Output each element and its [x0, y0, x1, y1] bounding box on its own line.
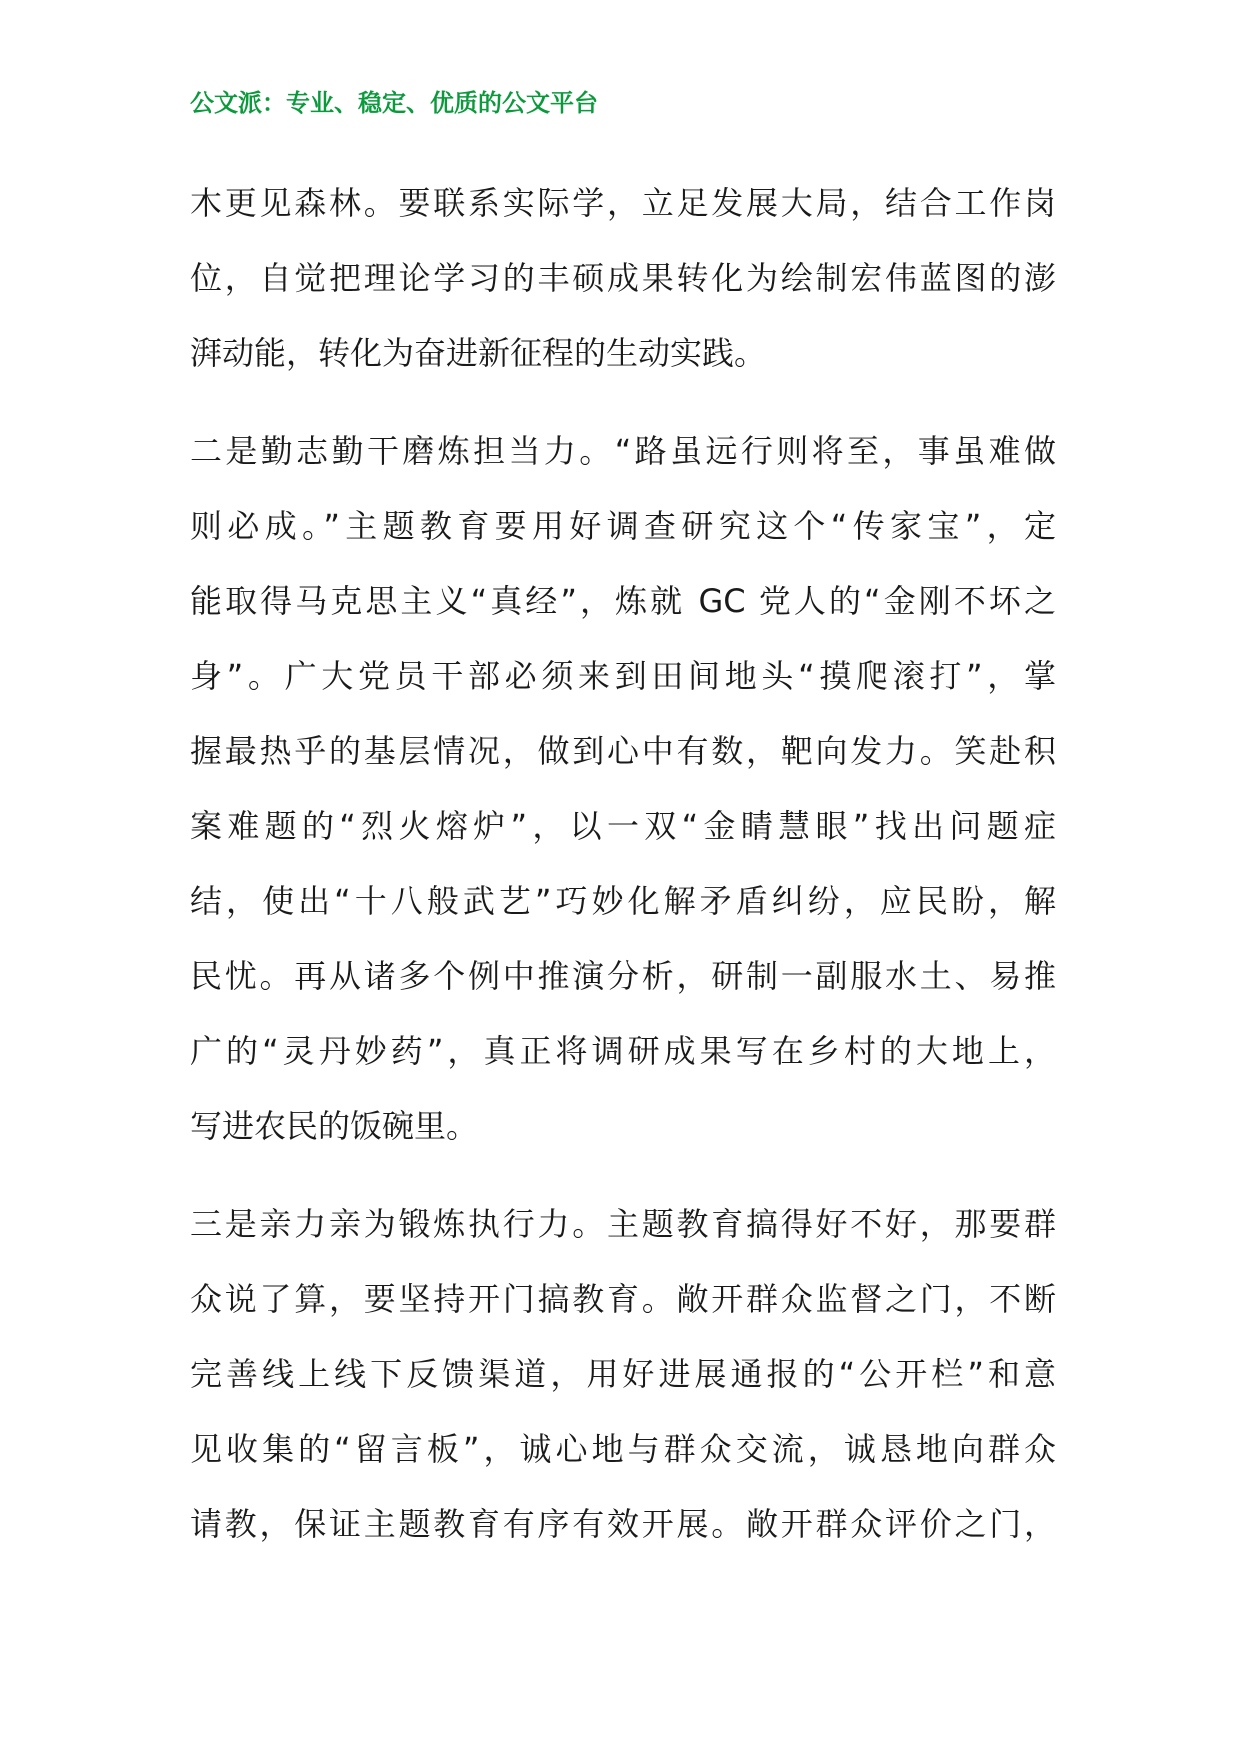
text-line: 三是亲力亲为锻炼执行力。主题教育搞得好不好，那要群 [190, 1205, 1056, 1243]
paragraph-2 [190, 414, 1056, 1164]
text-line: 木更见森林。要联系实际学，立足发展大局，结合工作岗 [190, 184, 1056, 222]
text-line: 湃动能，转化为奋进新征程的生动实践。 [190, 334, 767, 372]
text-line: 见收集的“留言板”，诚心地与群众交流，诚恳地向群众 [190, 1430, 1056, 1468]
text-line: 握最热乎的基层情况，做到心中有数，靶向发力。笑赴积 [190, 732, 1056, 770]
text-line: 位，自觉把理论学习的丰硕成果转化为绘制宏伟蓝图的澎 [190, 259, 1056, 297]
text-line: 民忧。再从诸多个例中推演分析，研制一副服水土、易推 [190, 957, 1056, 995]
page-header-title: 公文派：专业、稳定、优质的公文平台 [190, 88, 598, 117]
paragraph-3 [190, 1187, 1056, 1562]
text-line: 能取得马克思主义“真经”，炼就 GC 党人的“金刚不坏之 [190, 582, 1056, 620]
text-line: 二是勤志勤干磨炼担当力。“路虽远行则将至，事虽难做 [190, 432, 1056, 470]
document-body [190, 166, 1056, 1585]
text-line: 案难题的“烈火熔炉”，以一双“金睛慧眼”找出问题症 [190, 807, 1056, 845]
text-line: 众说了算，要坚持开门搞教育。敞开群众监督之门，不断 [190, 1280, 1056, 1318]
text-line: 身”。广大党员干部必须来到田间地头“摸爬滚打”，掌 [190, 657, 1056, 695]
text-line: 则必成。”主题教育要用好调查研究这个“传家宝”，定 [190, 507, 1056, 545]
text-line: 写进农民的饭碗里。 [190, 1107, 479, 1145]
text-line: 请教，保证主题教育有序有效开展。敞开群众评价之门， [190, 1505, 1056, 1543]
text-line: 结，使出“十八般武艺”巧妙化解矛盾纠纷，应民盼，解 [190, 882, 1056, 920]
text-line: 广的“灵丹妙药”，真正将调研成果写在乡村的大地上， [190, 1032, 1056, 1070]
paragraph-1 [190, 166, 1056, 391]
text-line: 完善线上线下反馈渠道，用好进展通报的“公开栏”和意 [190, 1355, 1056, 1393]
